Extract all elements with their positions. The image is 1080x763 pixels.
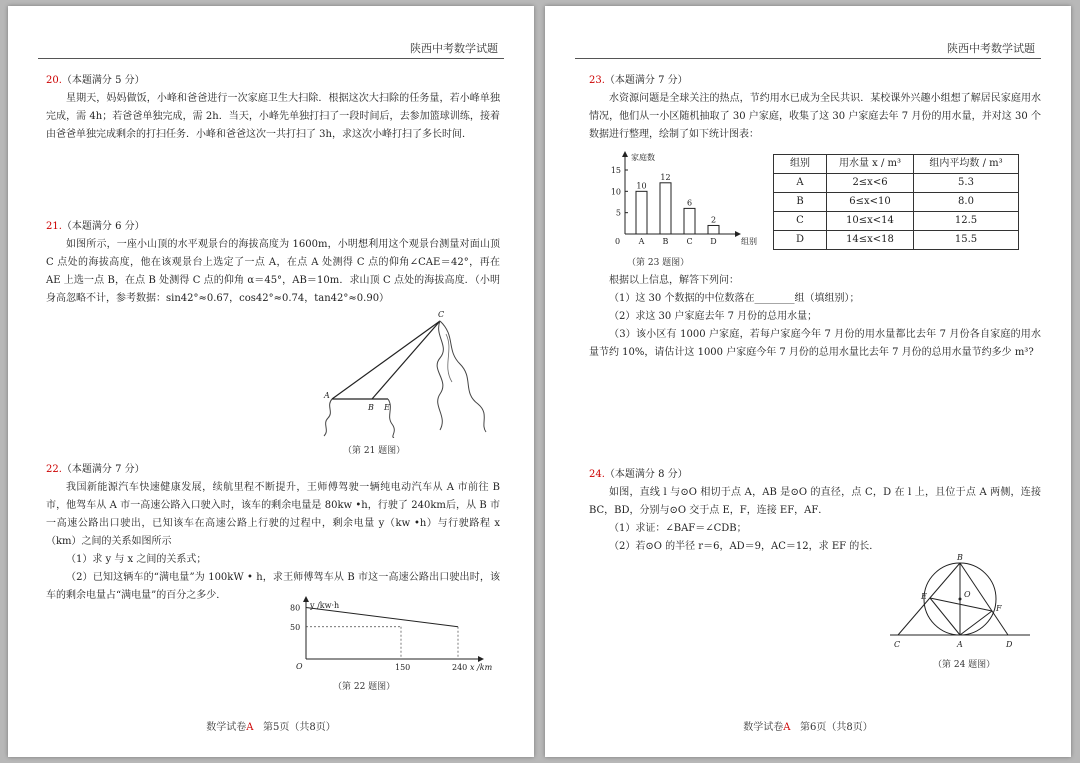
question-20 <box>46 72 500 144</box>
question-21-title <box>46 218 500 236</box>
footer-version: A <box>783 722 791 733</box>
figure-21-caption: （第 21 题图） <box>343 446 406 456</box>
question-22-part-1: （1）求 y 与 x 之间的关系式； <box>66 554 207 565</box>
table-cell: 14≤x<18 <box>827 231 914 250</box>
question-number: 24. <box>589 469 605 480</box>
question-24-text: 如图，直线 l 与⊙O 相切于点 A，AB 是⊙O 的直径，点 C，D 在 l 上，且位于点 A 两侧，连接 BC，BD，分别与⊙O 交于点 E，F，连接 EF，AF． <box>589 487 1041 516</box>
question-22-title <box>46 461 500 479</box>
question-score: （本题满分 6 分） <box>61 221 145 232</box>
bar-a <box>636 191 647 234</box>
table-header-cell: 组别 <box>774 155 827 174</box>
point-label-e: E <box>384 403 390 412</box>
y-axis-arrow <box>622 151 628 157</box>
origin-label: O <box>296 662 303 671</box>
exam-page-6 <box>545 6 1071 757</box>
figure-23-caption: （第 23 题图） <box>627 258 690 268</box>
point-label-c: C <box>894 640 901 649</box>
question-score: （本题满分 5 分） <box>61 75 145 86</box>
question-23 <box>589 72 1041 144</box>
table-cell: 2≤x<6 <box>827 174 914 193</box>
question-22 <box>46 461 500 605</box>
exam-page-5 <box>8 6 534 757</box>
figure-22-line-chart <box>278 596 498 676</box>
category-label: C <box>686 237 693 246</box>
question-24-part-2: （2）若⊙O 的半径 r＝6，AD＝9，AC＝12，求 EF 的长． <box>609 541 880 552</box>
y-tick-label: 5 <box>615 208 621 218</box>
x-axis-label: 组别 <box>741 237 757 246</box>
bar-value-label: 6 <box>686 198 693 208</box>
bar-value-label: 10 <box>636 181 647 191</box>
page-footer <box>545 719 1071 737</box>
question-23-intro: 根据以上信息，解答下列问： <box>609 275 739 286</box>
table-cell: 10≤x<14 <box>827 212 914 231</box>
bar-c <box>684 208 695 234</box>
sight-line-bc <box>372 321 440 399</box>
right-mountain-left-slope <box>437 321 443 430</box>
table-header-cell: 组内平均数 / m³ <box>914 155 1019 174</box>
question-23-text: 水资源问题是全球关注的热点，节约用水已成为全民共识．某校课外兴趣小组想了解居民家庭用水情况，他们从一小区随机抽取了 30 户家庭，收集了这 30 户家庭去年 7 月份的用水量，并对这 30 个数据进行整理，绘制了如下统计图表： <box>589 93 1041 140</box>
water-usage-table <box>773 154 1019 250</box>
table-row <box>774 174 1019 193</box>
table-cell: 15.5 <box>914 231 1019 250</box>
question-score: （本题满分 7 分） <box>604 75 688 86</box>
question-24-part-1: （1）求证：∠BAF＝∠CDB； <box>609 523 747 534</box>
point-label-c: C <box>438 310 445 319</box>
question-number: 21. <box>46 221 62 232</box>
bar-d <box>708 225 719 234</box>
question-22-text: 我国新能源汽车快速健康发展，续航里程不断提升，王师傅驾驶一辆纯电动汽车从 A 市前往 B 市，他驾车从 A 市一高速公路入口驶入时，该车的剩余电量是 80kw •h，行驶了 240km后，从 B 市一高速公路出口驶出，已知该车在高速公路上行驶的过程中，剩余电量 y（kw •h）与行驶路程 x（km）之间的关系如图所示 <box>46 482 500 547</box>
point-label-d: D <box>1006 640 1013 649</box>
point-label-f: F <box>996 604 1002 613</box>
figure-24-circle <box>880 551 1040 653</box>
page-footer <box>8 719 534 737</box>
point-label-a: A <box>324 391 330 400</box>
figure-24-caption: （第 24 题图） <box>933 660 996 670</box>
category-label: A <box>638 237 645 246</box>
footer-page-number: 第6页（共8页） <box>800 722 873 733</box>
question-number: 22. <box>46 464 62 475</box>
table-row <box>774 231 1019 250</box>
x-axis-arrow <box>478 656 484 662</box>
table-cell: B <box>774 193 827 212</box>
table-row <box>774 193 1019 212</box>
y-tick-label: 10 <box>610 187 621 197</box>
point-label-b: B <box>368 403 374 412</box>
data-line <box>306 607 458 626</box>
table-cell: 5.3 <box>914 174 1019 193</box>
header-divider <box>38 58 504 59</box>
question-20-text: 星期天，妈妈做饭，小峰和爸爸进行一次家庭卫生大扫除．根据这次大扫除的任务量，若小峰单独完成，需 4h；若爸爸单独完成，需 2h．当天，小峰先单独打扫了一段时间后，去参加篮球训练，接着由爸爸单独完成剩余的打扫任务．小峰和爸爸这次一共打扫了 3h，求这次小峰打扫了多长时间． <box>46 93 500 140</box>
table-cell: D <box>774 231 827 250</box>
y-tick-label: 15 <box>610 166 621 175</box>
question-number: 23. <box>589 75 605 86</box>
origin-label: 0 <box>615 237 621 246</box>
question-23-part-1: （1）这 30 个数据的中位数落在________组（填组别）； <box>609 293 860 304</box>
right-mountain-ridge <box>446 334 452 382</box>
figure-23-bar-chart <box>595 148 775 248</box>
x-tick-label: 240 <box>452 663 468 672</box>
bar-value-label: 2 <box>710 215 717 225</box>
question-22-part-2: （2）已知这辆车的“满电量”为 100kW • h，求王师傅驾车从 B 市这一高速公路出口驶出时，该车的剩余电量占“满电量”的百分之多少． <box>46 572 500 601</box>
footer-prefix: 数学试卷 <box>206 722 247 733</box>
table-cell: 12.5 <box>914 212 1019 231</box>
question-24 <box>589 466 1041 556</box>
sight-line-ac <box>332 321 440 399</box>
header-divider <box>575 58 1041 59</box>
figure-22-caption: （第 22 题图） <box>333 682 396 692</box>
footer-prefix: 数学试卷 <box>743 722 784 733</box>
table-cell: C <box>774 212 827 231</box>
question-21-text: 如图所示，一座小山顶的水平观景台的海拔高度为 1600m，小明想利用这个观景台测量对面山顶 C 点处的海拔高度，他在该观景台上选定了一点 A，在点 A 处测得 C 点的仰角∠CAE＝42°，再在 AE 上选一点 B，在点 B 处测得 C 点的仰角 α＝45°，AB＝10m．求山顶 C 点处的海拔高度．（小明身高忽略不计，参考数据：sin42°≈0.67，cos42°≈0.74，tan42°≈0.90） <box>46 239 500 304</box>
y-axis-label: y /kw·h <box>310 601 340 610</box>
y-axis-arrow <box>303 596 309 602</box>
question-23-part-3: （3）该小区有 1000 户家庭，若每户家庭今年 7 月份的用水量都比去年 7 月份各自家庭的用水量节约 10%，请估计这 1000 户家庭今年 7 月份的总用水量比去年 7 月份的总用水量节约多少 m³? <box>589 329 1041 358</box>
table-header-cell: 用水量 x / m³ <box>827 155 914 174</box>
footer-page-number: 第5页（共8页） <box>263 722 336 733</box>
question-24-title <box>589 466 1041 484</box>
center-point-o <box>959 598 962 601</box>
table-cell: 6≤x<10 <box>827 193 914 212</box>
question-number: 20. <box>46 75 62 86</box>
table-cell: 8.0 <box>914 193 1019 212</box>
bar-b <box>660 183 671 234</box>
page-header: 陕西中考数学试题 <box>410 42 498 55</box>
segment-bd <box>960 563 1008 635</box>
question-23-title <box>589 72 1041 90</box>
left-mountain-outline <box>324 399 332 436</box>
point-label-o: O <box>964 590 971 599</box>
point-label-e: E <box>921 592 927 601</box>
figure-21-mountains <box>300 306 510 438</box>
question-score: （本题满分 7 分） <box>61 464 145 475</box>
table-header-row <box>774 155 1019 174</box>
page-header: 陕西中考数学试题 <box>947 42 1035 55</box>
bar-value-label: 12 <box>660 172 671 182</box>
x-axis-label: x /km <box>470 663 493 672</box>
y-tick-label: 80 <box>290 603 301 613</box>
question-23-parts <box>589 272 1041 362</box>
category-label: D <box>710 237 717 246</box>
x-tick-label: 150 <box>395 663 411 672</box>
point-label-b: B <box>957 553 963 562</box>
y-axis-label: 家庭数 <box>631 153 655 162</box>
footer-version: A <box>246 722 254 733</box>
y-tick-label: 50 <box>290 622 301 632</box>
point-label-a: A <box>957 640 963 649</box>
question-20-title <box>46 72 500 90</box>
question-score: （本题满分 8 分） <box>604 469 688 480</box>
question-23-part-2: （2）求这 30 户家庭去年 7 月份的总用水量； <box>609 311 818 322</box>
right-mountain-right-slope <box>440 321 486 432</box>
table-row <box>774 212 1019 231</box>
category-label: B <box>662 237 669 246</box>
question-21 <box>46 218 500 308</box>
table-cell: A <box>774 174 827 193</box>
